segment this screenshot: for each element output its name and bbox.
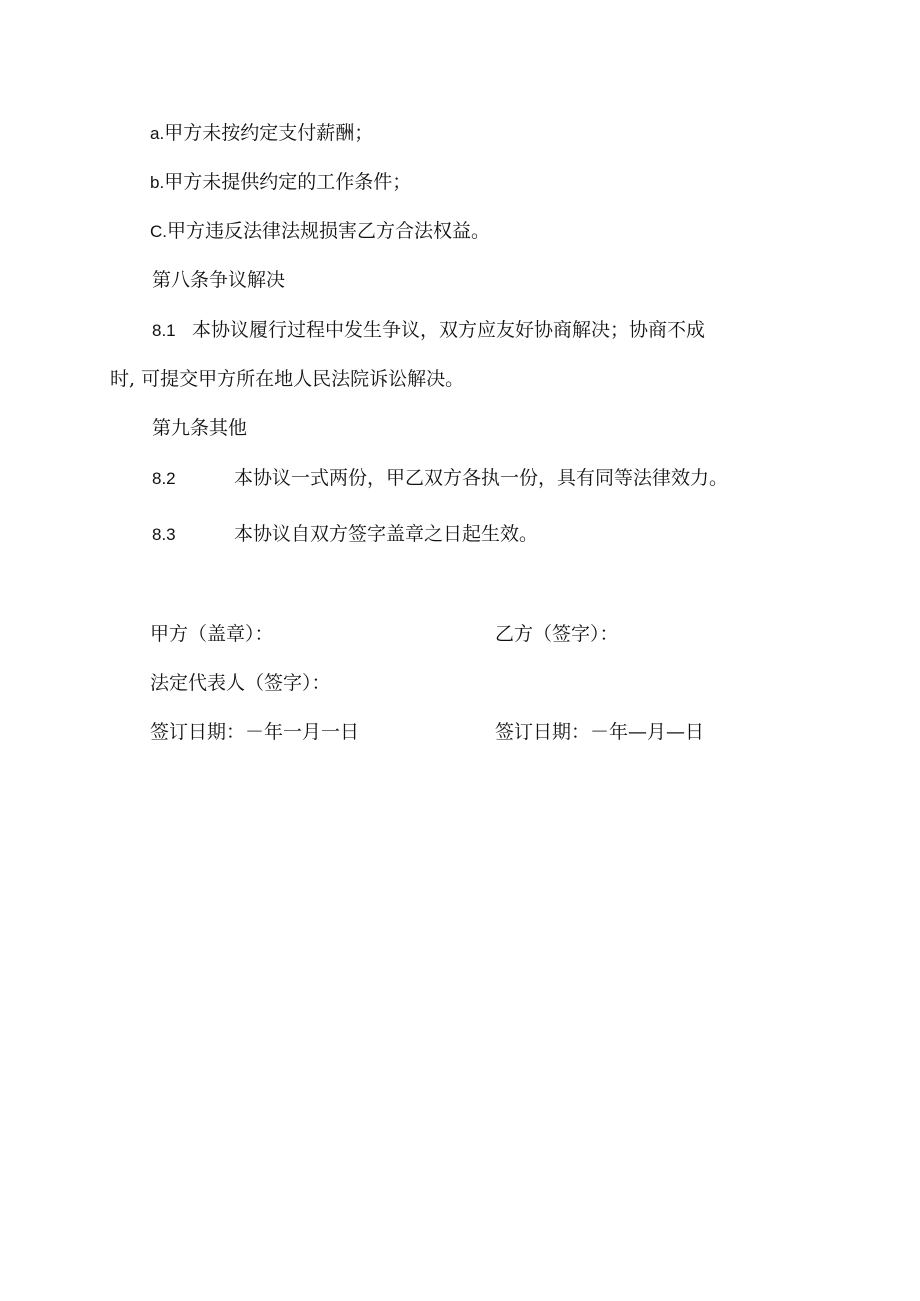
list-item-a (150, 121, 373, 146)
party-a-seal-label: 甲方（盖章）： (150, 623, 274, 645)
list-text-b: 甲方未提供约定的工作条件； (164, 171, 412, 193)
article-8-heading: 第八条争议解决 (152, 269, 286, 291)
clause-8-1-line2: 时, 可提交甲方所在地人民法院诉讼解决。 (110, 368, 465, 390)
party-a-date-label: 签订日期：－年一月一日 (150, 721, 360, 743)
list-marker-b: b. (150, 173, 165, 192)
list-item-c (150, 219, 490, 244)
clause-8-1-text: 本协议履行过程中发生争议，双方应友好协商解决；协商不成 (192, 319, 706, 341)
party-b-date-label: 签订日期：－年—月—日 (495, 721, 705, 743)
list-marker-a: a. (150, 124, 165, 143)
clause-8-1-number: 8.1 (152, 321, 176, 340)
clause-8-2-number: 8.2 (152, 469, 176, 488)
list-text-a: 甲方未按约定支付薪酬； (164, 122, 374, 144)
clause-8-2-text: 本协议一式两份，甲乙双方各执一份，具有同等法律效力。 (234, 467, 729, 489)
clause-8-3 (152, 522, 538, 547)
clause-8-3-text: 本协议自双方签字盖章之日起生效。 (234, 523, 539, 545)
list-marker-c: C. (150, 222, 167, 241)
party-b-sign-label: 乙方（签字）： (495, 623, 619, 645)
legal-rep-sign-label: 法定代表人（签字）： (150, 672, 331, 694)
list-text-c: 甲方违反法律法规损害乙方合法权益。 (167, 220, 491, 242)
clause-8-1-line1 (152, 318, 705, 343)
article-9-heading: 第九条其他 (152, 417, 248, 439)
list-item-b (150, 170, 411, 195)
clause-8-3-number: 8.3 (152, 525, 176, 544)
clause-8-2 (152, 466, 728, 491)
